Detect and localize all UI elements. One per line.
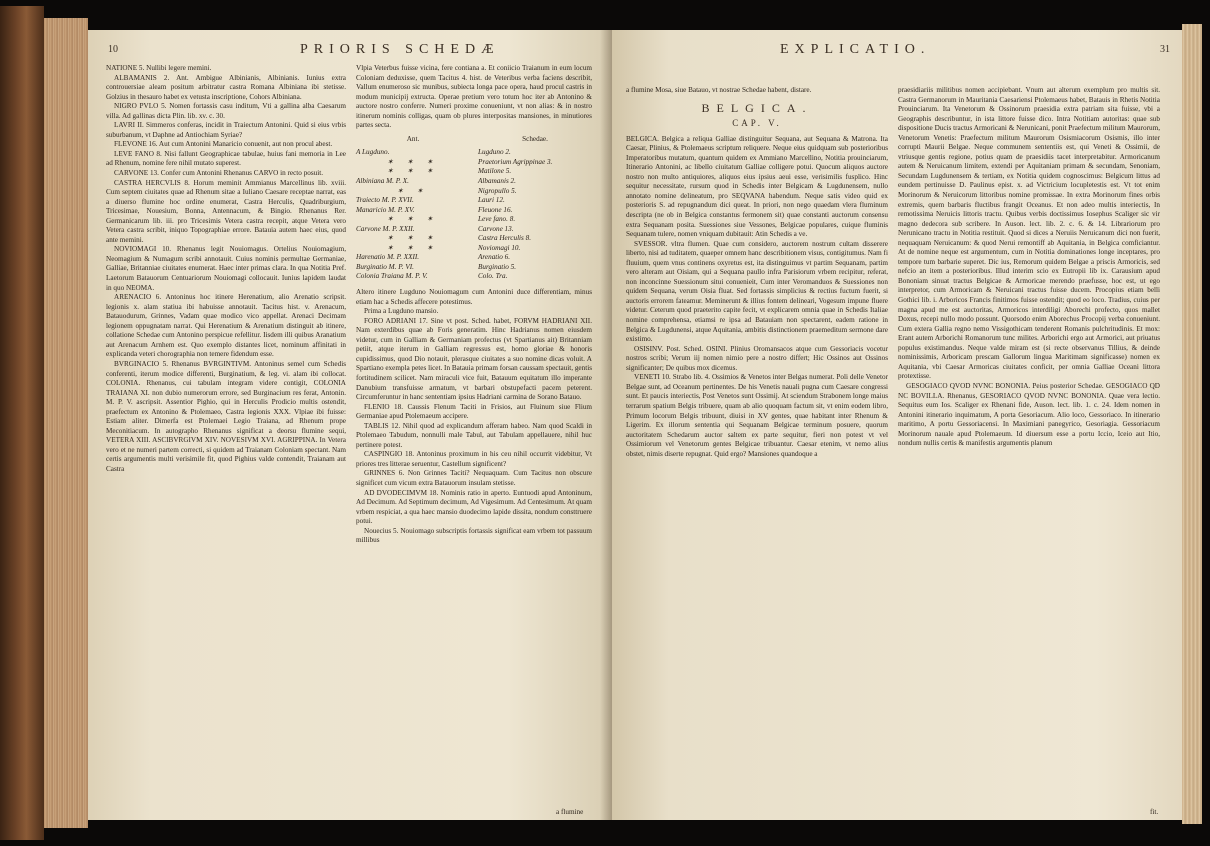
- table-cell: Lugduno 2.: [478, 148, 511, 157]
- table-cell: Colonia Traiana M. P. V.: [356, 272, 428, 281]
- right-column-2: [898, 86, 1160, 449]
- table-cell: Nigropullo 5.: [478, 186, 517, 195]
- paragraph: Nouecius 5. Nouiomago subscriptis fortassis significat eam vrbem tot passuum millibus: [356, 526, 592, 545]
- page-edges-left: [44, 18, 88, 828]
- paragraph: BELGICA. Belgica a reliqua Galliae distinguitur Sequana, aut Sequana & Matrona. Ita Caesar, Plinius, & Ptolemaeus scriptum reliquere. Neque eius quidquam sub posterioribus Imperatoribus mutatum, quantum quidem ex Ammiano Marcellino, Notitia prouinciarum, Itinerario Antonini, ac libello ciuitatum Galliae colligere potui. Quocum aliquos auctore nostro non multo antiquiores, aliquos eius ipsius aeui esse, verisimilis fusplico. Hinc sequitur necessitate, rursum quod in Schedis inter Belgicam & Lugdunensem, nullo annotato nomine delineatum, pro SEQVANA habendum. Neque satis video quid ex posterioris S. ad repugnandum dici queat. In priori, non nego quaedam vlera fluminum descripta (ne ob in Belgica constantus fermonem sit) quae constanti auctorum consensu extra Sequanam posita. Suessiones siue Vessones, Belgicae populares, cuique fluminis Sequanam tulere, nomen vniquam dubitauit: Atin Schedis a ve.: [626, 134, 888, 239]
- section-title: BELGICA.: [701, 100, 813, 115]
- paragraph: LEVE FANO 8. Nisi fallunt Geographicae tabulae, huius fani memoria in Lee ad Rhenum, nomine fere nihil mutato superest.: [106, 149, 346, 168]
- left-column-2: [356, 64, 592, 546]
- paragraph: VENETI 10. Strabo lib. 4. Ossimios & Venetos inter Belgas numerat. Poli delle Venetor Belgae sunt, ad Oceanum pertinentes. De his Venetis nauali pugna cum Caesare congressi sunt. Et paucis interiectis, Post Venetos sunt Ossimij. At sciendum Strabonem longe maius terrarum spatium Belgis tribuere, quam ab alio quoquam factum sit, vt enim eodem libro, Primum locorum Belgis tribuunt, diuisi in XV gentes, quae habitant inter Rhenum & Ligerim. Ex illorum sententia qui Sequanam Belgicae terminum posuere, quorum auctoritatem Schedarum auctor saltem ex parte sequitur, fieri non potest vt vel Ossimiorum vel Venetorum gentes Belgicae tribuantur. Caesar etenim, vt nemo alius obstet, nimis diserte repugnat. Quid ergo? Mansiones quandoque a: [626, 373, 888, 458]
- paragraph: ALBAMANIS 2. Ant. Ambigue Albinianis, Albinianis. Iunius extra controuersiae aleam positum arbitratur castra Romana Albiniana ibi stetisse. Golzius in thesauro habet ex vetusta inscriptione, Cohors Albiniana.: [106, 73, 346, 101]
- table-cell: Harenatio M. P. XXII.: [356, 253, 420, 262]
- table-cell: ✶ ✶ ✶: [387, 215, 439, 224]
- table-cell: Arenatio 6.: [478, 253, 511, 262]
- paragraph: CARVONE 13. Confer cum Antonini Rhenanus CARVO in recto posuit.: [114, 169, 324, 178]
- table-header: Ant.: [406, 134, 420, 143]
- table-column-antoninus: [356, 135, 470, 282]
- paragraph: TABLIS 12. Nihil quod ad explicandum afferam habeo. Nam quod Scaldi in Ptolemaeo Tabudum, nonnulli male Tabul, aut Tabulam appellauere, nihil huc pertinere potest.: [356, 421, 592, 449]
- left-column-1: [106, 64, 346, 475]
- paragraph: praesidiariis militibus nomen accipiebant. Vnum aut alterum exemplum pro multis sit. Castra Germanorum in Mauritania Caesariensi Ptolemaeus habet, Batauis in Rhetis Notitia Prouinciarum. Ita Venetorum & Ossinorum praesidia extra patriam sita fuisse, vbi a Geographis describuntur, in ista littore fuisse dico. Intra Notitiam autoritas: quae sub dispositione Ducis tractus Armoricani & Nerunicani, ponit Praefectum militum Maurorum, Venetorum Venetis: Praefectum militum Maurorum Osismiacorum Osismis, illo inter corrupti Maurii Belgae. Neque communem sententiis est, qui Veneti & Ossimii, de vtriusque gentis regione, potius quam de praesidiis tacet interpretabitur. Armoricanum autem & Neruicanum limitem, extendi per Aquitaniam primam & secundam, Senoniam, Secundam Lugdunensem & tertiam, ex Notitia quidem cognoscimus: Belgicum littus ad eundem pertinuisse D. Paulinus epist. x. ad Victricium locupletestis est. Vt tot enim Morinorum & Neruicorum littoribus nomine promissae. In extra Morinorum fines orbis extremis, quem barbaris fluctibus frangit Oceanus. Et non adeo multis interiectis, In remotissima Neruicis littoris tractu. Quibus verbis doctissimus Iosephus Scaliger sic vir magno dedecora sub scribere. In Auson. lect. lib. 2. c. 6. & 14. Librariorum pro Nerunicano tractu in Notitia restituit. Quod si dices a Neruiis Neruicanum dici non fuerit, nequaquam Neruicanum: & quod Nerui remontiff ab Aquitania, in Belgica comficiantur. At de nomine neque est argumentum, cum in Notitia dominationes longe inceptares, pro tempore tum barbarie superet. Dic ius, Remorum quidem Belgae a priscis Armoricis, sed nefcio an item a posterioribus. Illud interim scio ex Eutropii lib ix. Carausium apud Bononiam sinuat tractus Belgicae & Armoricae merendo praefusse, hoc est, ut ego interpretor, cum Armoricam & Neruicani tractus fuisse ducem. Procopius etiam belli Gothici lib. i. Arboricos Francis finitimos fuisse ostendit; quod eo loco. Tradius, cuius per magna apud me est auctoritas, Armoricos interdiligi Aborechi profecto, quos mallet Doxus, recepi nullo modo possunt. Quorsodo enim Aborechus Procopij verba conueniunt. Cum extera Gallia regno nemo Vissigothicam tenderent Romanis pulchritudinis. Et mox: Erant autem Arborichi Romanorum tunc milites. Arborichi ergo aut Armorici, aut priuatus populus existimandus. Neque valde miram est (si recte observanus Tillius, & deinde nominissimis, Arboricam prescam Gallorum lingua Maritimam significasse) nomen ex Aquitania, vbi Caesar Armoricas ciuitates conficit, per omnia Galliae Oceani littora protextisse.: [898, 86, 1160, 381]
- table-cell: Burginatio 5.: [478, 262, 517, 271]
- paragraph: BVRGINACIO 5. Rhenanus BVRGINTIVM. Antoninus semel cum Schedis conferenti, iterum modice differenti, Burginatium, & leg. vi. alam ibi collocat. COLONIA. Rhenanus, cui tabulam integram videre contigit, COLONIA TRAIANA XI. non dubio numerorum errore, sed Burginacium res ferat, Antonin. M. P. V. ascripsit. Assentior Pighio, qui in Herculis Prodicio multis ostendit, praefectum ex Antonino & Ptolemaeo, Castra legionis XXX. Vlpiae ibi fuisse: Estiam aliter. Dimerfa est Ptolemaei Legio Traiana, ad Rhenum prope Meconitiacum. In autographo Rhenanus significat a deorsu flumine sequi, VETERA XIII. ASCIBVRGIVM XIV. NOVESIVM XVI. AGRIPPINA. In Vetera vero et ne numeri partem correcti, si quidem ad Traianam Coloniam spectant. Nam certis argumentis multi verisimile fit, quod Pighius valde contendit, Traianam aut Castra: [106, 359, 346, 473]
- chapter-heading: CAP. V.: [732, 118, 782, 129]
- paragraph: CASTRA HERCVLIS 8. Horum meminit Ammianus Marcellinus lib. xviii. Cum septem ciuitates quae ad Rhenum sitae a Iuliano Caesare receptae narrat, eas a diuerso flumine hoc ordine enumerat, Castra Herculis, Quadriburgium, Tricesimae, Nouesium, Bonna, Antennacum, & Bingio. Rhenanus Rer. Germanicarum lib. iii. pro Tricesimis Vetera castra recepit, atque Vetera vero Vetera castra scribit, iniquo Topographiae errore. Batauia autem haec eius, quod ante memini.: [106, 178, 346, 244]
- table-cell: Noviomagi 10.: [478, 243, 521, 252]
- book-spine: [0, 6, 44, 840]
- page-edges-right: [1182, 24, 1202, 824]
- table-cell: Traiecto M. P. XVII.: [356, 196, 414, 205]
- left-catchword: a flumine: [556, 808, 584, 816]
- table-cell: Leve fano. 8.: [478, 215, 516, 224]
- paragraph: NATIONE 5. Nullibi legere memini.: [106, 64, 212, 72]
- table-cell: Praetorium Agrippinae 3.: [478, 157, 553, 166]
- left-page-number: 10: [108, 44, 118, 55]
- paragraph: NOVIOMAGI 10. Rhenanus legit Nouiomagus. Ortelius Nouiomagium, Neomagium & Numagum scribi annotauit. Cuius nominis permultae Germaniae, Galliae, Britanniae ciuitates enumerat. Haec inter primas clara. In qua Notitia Pref. Laetorum Batauorum Centuariorum Nouiomagi collocauit. Iunius lapidem laudat in quo NEOMA.: [106, 245, 346, 292]
- left-running-head: PRIORIS SCHEDÆ: [300, 42, 500, 57]
- paragraph: GRINNES 6. Non Grinnes Taciti? Nequaquam. Cum Tacitus non obscure significet cum vicum extra Batauorum insulam stetisse.: [356, 469, 592, 487]
- table-cell: ✶ ✶ ✶: [387, 234, 439, 243]
- itinerary-comparison-table: [356, 135, 592, 282]
- table-cell: Burginatio M. P. VI.: [356, 262, 414, 271]
- table-cell: ✶ ✶: [397, 186, 429, 195]
- paragraph: Altero itinere Lugduno Nouiomagum cum Antonini duce differentiam, minus etiam hac a Schedis affecere potestimus.: [356, 288, 592, 306]
- table-cell: ✶ ✶ ✶: [387, 157, 439, 166]
- paragraph: FORO ADRIANI 17. Sine vt post. Sched. habet, FORVM HADRIANI XII. Nam exterdibus quae ab Foris generatim. Hinc Hadrianus nomen eiusdem videtur, cum in Galliam & Germaniam profectus (vt Spartianus ait) Britanniam petiit, atque iterum in Galliam regressus est, homo gloriae & honoris cupidissimus, quod Dio notauit, plerasque ciuitates a suo nomine dicas voluit. A Spartiano exempla petes licet. In Batauia primam forsan caussam spectauit, gentis fortitudinem scilicet. Nam miraculi vice fuit, Batauum equitatum illo imperante Danubium transfuisse armatum, vt barbari obstupefacti pacem peterent. Circumferuntur in hanc sententiam ipsius Hadriani carmina de Sorano Batauo.: [356, 316, 592, 402]
- table-column-schedae: [478, 135, 592, 282]
- paragraph: CASPINGIO 18. Antoninus proximum in his ceu nihil occurrit videbitur, Vt priores tres litterae seruentur, Castellum significent?: [356, 450, 592, 468]
- paragraph: OSISINV. Post. Sched. OSINI. Plinius Oromansacos atque cum Gessoriacis vocetur nostros scribi; Verum iij nomen nimio pere a nostro differt; Hic Ossinos aut Ossinos significanter; De quibus mox dicemus.: [626, 344, 888, 372]
- paragraph: FLEVONE 16. Aut cum Antonini Manaricio conuenit, aut non procul abest.: [114, 140, 333, 149]
- table-cell: Castra Herculis 8.: [478, 234, 532, 243]
- right-column-1: [626, 86, 888, 459]
- paragraph: Vlpia Veterbus fuisse vicina, fere contiana a. Et coniicio Traianum in eum locum Coloniam deduxisse, quem Tacitus 4. hist. de Veteribus verba faciens describit, Vallum enumeroso sic munibus, subiecta longa pace opera, haud procul castris in modum municipij extructa. Operae pretium vero totum hoc iter ab Antonino & auctore nostro conferre. Numeri proxime conueniunt, vt non alias: & in nostro itinerum nominis colligas, quam ob plures interpositas mansiones, in minutiores partes secta.: [356, 64, 592, 130]
- paragraph: AD DVODECIMVM 18. Nominis ratio in aperto. Euntuodi apud Antoninum, Ad Decimum. Ad Septimum decimum, Ad Vigesimum. Ad Centesimum. At quam vrbem respiciat, a qua haec mansio duodecimo lapide dissita, nondum consttruere potui.: [356, 488, 592, 526]
- paragraph: ARENACIO 6. Antoninus hoc itinere Herenatium, alio Arenatio scripsit. legionis x. alam statiua ibi habuisse annotauit. Tacitus hist. v. Arenacum, Batauodurum, Grinnes, Vadam quae modico vico appellat. Arenaci Decimam legionem oppugnatam narrat. Qui Herenatium & Arenatium distinguit ab itinere, collatione Schedae cum Antonino perspicue refellitur. Iisdem illi quibus Aranatium aut Arenacum Arnhem est. Quo exemplo distantes licet, nominum affinitati in explicanda veteri chorographia non temere fidendum esse.: [106, 293, 346, 359]
- table-cell: Albamanis 2.: [478, 177, 516, 186]
- table-cell: ✶ ✶ ✶: [387, 243, 439, 252]
- table-cell: Carvone 13.: [478, 224, 514, 233]
- table-cell: Matilone 5.: [478, 167, 512, 176]
- paragraph: NIGRO PVLO 5. Nomen fortassis casu inditum, Vti a gallina alba Caesarum villa. Ad gallinas dicta Plin. lib. xv. c. 30.: [106, 102, 346, 120]
- paragraph: a flumine Mosa, siue Batauo, vt nostrae Schedae habent, distare.: [626, 86, 812, 94]
- paragraph: FLENIO 18. Caussis Flenum Taciti in Frisios, aut Fluinum siue Flium Germaniae apud Ptolemaeum accipere.: [356, 402, 592, 421]
- table-cell: ✶ ✶ ✶: [387, 167, 439, 176]
- table-cell: Carvone M. P. XXII.: [356, 224, 415, 233]
- table-cell: Albiniana M. P. X.: [356, 177, 409, 186]
- table-cell: A Lugduno.: [356, 148, 390, 157]
- table-cell: Colo. Tra.: [478, 272, 508, 281]
- table-cell: Fleuone 16.: [478, 205, 513, 214]
- paragraph: GESOGIACO QVOD NVNC BONONIA. Peius posterior Schedae. GESOGIACO QD NC BOVILLA. Rhenanus, GESORIACO QVOD NVNC BONONIA. Quae vera lectio. Sequitus eum Ios. Scaliger ex Rhenani fide, Auson. lect. lib. 1. c. 24. Idem nomen in Antonini itinerario inquimatum, A porta Gesoriacum. Alio loco, Gessoriaco. In itinerario maritimo, A portu Gessoriacensi. In Maximiani panegyrico, Gesoriagia. Gessoriacum Morinorum nauale apud Ptolemaeum. Id diuersum esse a portu Iccio, Iceio aut Itio, nondum nullis certis & manifestis argumentis planum: [898, 381, 1160, 448]
- paragraph: SVESSOR. vltra flumen. Quae cum considero, auctorem nostrum cultam disserere liberto, nisi ad tuditatem, quaeper omnem hanc describitionem visus, contigitumus. Nam fi fluuium, quem vnus continens oxyretus est, ita distinguimus vt partim Sequanam, partim vero alteram aut Oisiam, qui a Sequana paullo infra Parisiorum vrbem recipitur, referat, non inconcinne Suessionum situi conuenieit, Cum inter Veromanduos & Suessiones non quidem Sequana, verum Oisia fluat. Sed fortassis simplicius & rectius fuctum fuerit, si auctoris errorem fateamur. Meminerunt & illius fontem delineari, Vogesum impune fluere videtur. Ceterum quod praeterito capite fecit, vt explicarem omnia quae in Schedis Italiae nomine comprehensa, etiamsi re ipsa ad Batauiam non spectarent, eadem ratione in Belgica & Lugdunensi, atque Aquitania, ambitis distinctionem praemeditum sermone dare existimo.: [626, 239, 888, 344]
- table-cell: Lauri 12.: [478, 196, 505, 205]
- right-page-number: 31: [1160, 44, 1170, 55]
- paragraph: LAVRI II. Simmeros conferas, incidit in Traiectum Antonini. Quid si eius vrbis suburbanum, vt Daphne ad Antiochiam Syriae?: [106, 121, 346, 139]
- table-cell: Manaricio M. P. XV.: [356, 205, 415, 214]
- table-header: Schedae.: [522, 134, 548, 143]
- right-running-head: EXPLICATIO.: [780, 42, 931, 57]
- paragraph: Prima a Lugduno mansio.: [364, 307, 439, 316]
- right-catchword: fit.: [1150, 808, 1159, 816]
